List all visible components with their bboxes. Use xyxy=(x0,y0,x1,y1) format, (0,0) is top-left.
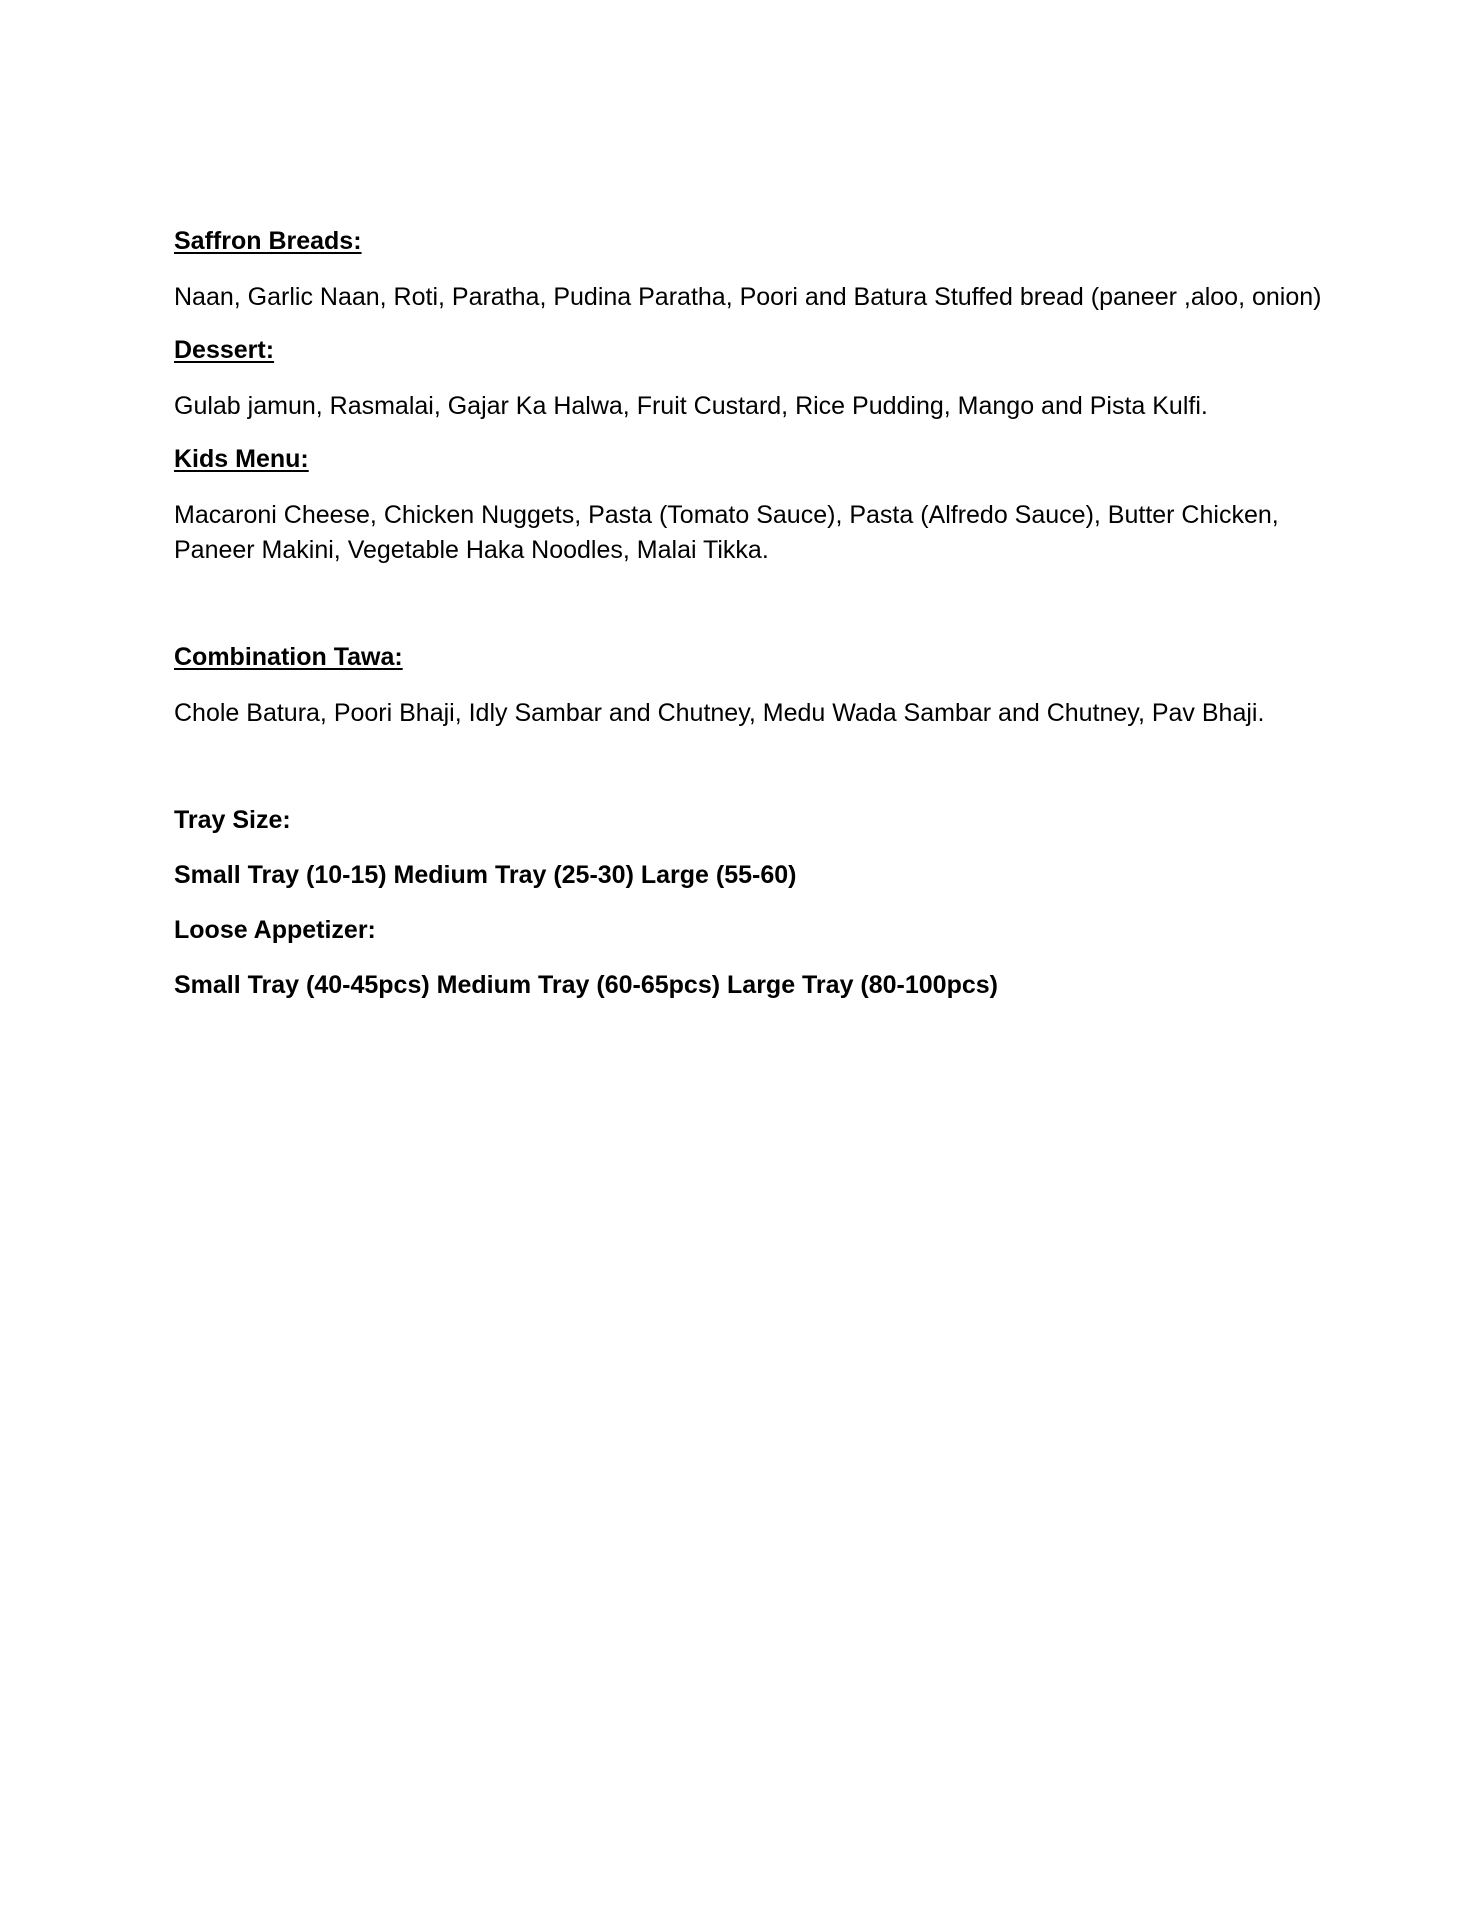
dessert-heading: Dessert: xyxy=(174,336,275,364)
combination-tawa-heading: Combination Tawa: xyxy=(174,643,403,671)
section-spacer xyxy=(174,588,1324,642)
menu-content xyxy=(174,226,1324,1025)
loose-appetizer-label: Loose Appetizer: xyxy=(174,916,376,944)
tray-size-label: Tray Size: xyxy=(174,806,291,834)
kids-menu-items: Macaroni Cheese, Chicken Nuggets, Pasta (Tomato Sauce), Pasta (Alfredo Sauce), Butter Chicken, Paneer Makini, Vegetable Haka Noodles, Malai Tikka. xyxy=(174,501,1279,564)
tray-size-details: Small Tray (10-15) Medium Tray (25-30) Large (55-60) xyxy=(174,861,797,889)
dessert-items: Gulab jamun, Rasmalai, Gajar Ka Halwa, Fruit Custard, Rice Pudding, Mango and Pista Kulfi. xyxy=(174,392,1208,420)
loose-appetizer-details: Small Tray (40-45pcs) Medium Tray (60-65pcs) Large Tray (80-100pcs) xyxy=(174,971,998,999)
kids-menu-heading: Kids Menu: xyxy=(174,445,309,473)
combination-tawa-items: Chole Batura, Poori Bhaji, Idly Sambar and Chutney, Medu Wada Sambar and Chutney, Pav Bhaji. xyxy=(174,699,1265,727)
saffron-breads-heading: Saffron Breads: xyxy=(174,227,362,255)
section-spacer xyxy=(174,751,1324,805)
saffron-breads-items: Naan, Garlic Naan, Roti, Paratha, Pudina Paratha, Poori and Batura Stuffed bread (paneer ,aloo, onion) xyxy=(174,283,1322,311)
